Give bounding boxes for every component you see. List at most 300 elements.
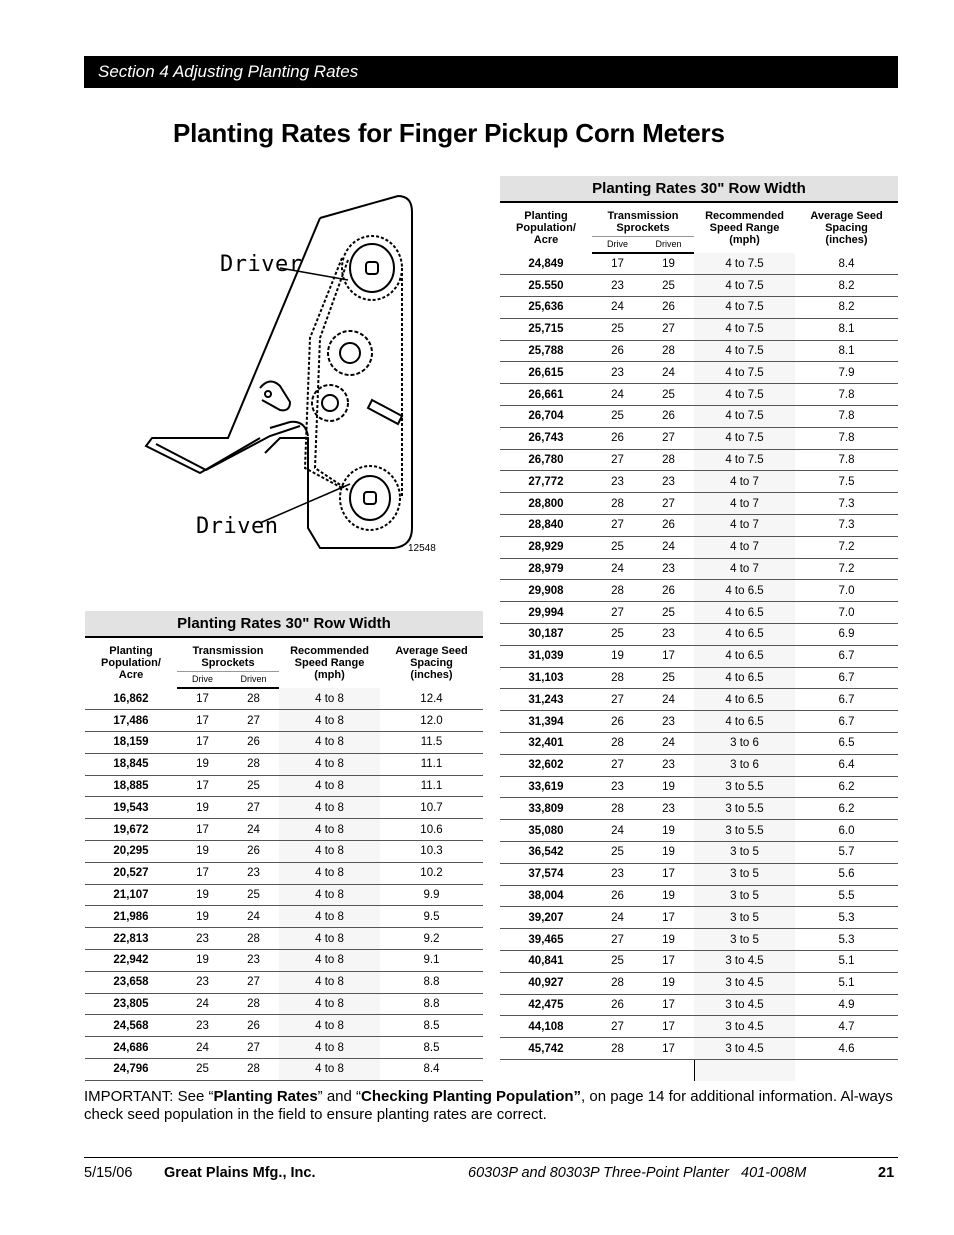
cell-population: 19,543 xyxy=(85,797,177,819)
cell-driven: 23 xyxy=(643,711,694,733)
cell-driven: 23 xyxy=(643,798,694,820)
cell-spacing: 8.2 xyxy=(795,275,898,297)
cell-drive: 23 xyxy=(177,971,228,993)
footer-document: 60303P and 80303P Three-Point Planter 401-008M xyxy=(468,1165,807,1181)
cell-spacing: 7.8 xyxy=(795,406,898,428)
planting-rates-table-left xyxy=(85,611,483,1081)
hdr-line: (inches) xyxy=(410,669,453,681)
cell-spacing: 8.5 xyxy=(380,1015,483,1037)
cell-drive: 24 xyxy=(592,558,643,580)
cell-spacing: 7.8 xyxy=(795,449,898,471)
cell-driven: 26 xyxy=(643,406,694,428)
cell-population: 38,004 xyxy=(500,885,592,907)
cell-drive: 27 xyxy=(592,689,643,711)
table-row xyxy=(85,1059,483,1081)
cell-speed: 4 to 8 xyxy=(279,906,380,928)
footer-page-number: 21 xyxy=(878,1165,895,1181)
cell-driven: 17 xyxy=(643,907,694,929)
cell-drive: 25 xyxy=(592,842,643,864)
table-row xyxy=(85,884,483,906)
planting-rates-table-right xyxy=(500,176,898,1081)
cell-driven: 23 xyxy=(228,862,279,884)
table-row xyxy=(500,776,898,798)
cell-population: 20,527 xyxy=(85,862,177,884)
hdr-line: Sprockets xyxy=(616,222,670,234)
table-row xyxy=(500,536,898,558)
hdr-line: (mph) xyxy=(314,669,345,681)
col-header-drive: Drive xyxy=(177,671,228,688)
cell-population: 33,809 xyxy=(500,798,592,820)
hdr-line: Sprockets xyxy=(201,657,255,669)
cell-drive: 26 xyxy=(592,885,643,907)
cell-driven: 17 xyxy=(643,951,694,973)
cell-speed: 4 to 8 xyxy=(279,993,380,1015)
hdr-line: Acre xyxy=(118,669,144,681)
cell-population: 22,942 xyxy=(85,950,177,972)
cell-drive: 24 xyxy=(177,1037,228,1059)
table-row xyxy=(85,950,483,972)
page-title: Planting Rates for Finger Pickup Corn Meters xyxy=(173,118,725,148)
cell-population: 39,207 xyxy=(500,907,592,929)
cell-spacing: 10.3 xyxy=(380,841,483,863)
cell-driven: 24 xyxy=(643,536,694,558)
cell-drive: 25 xyxy=(592,624,643,646)
cell-speed: 4 to 8 xyxy=(279,862,380,884)
cell-population: 18,845 xyxy=(85,753,177,775)
table-row xyxy=(500,820,898,842)
cell-speed: 4 to 6.5 xyxy=(694,624,795,646)
cell-population: 45,742 xyxy=(500,1038,592,1060)
cell-spacing: 5.5 xyxy=(795,885,898,907)
cell-spacing: 5.1 xyxy=(795,951,898,973)
cell-spacing: 8.2 xyxy=(795,297,898,319)
cell-spacing: 10.2 xyxy=(380,862,483,884)
cell-speed: 4 to 7 xyxy=(694,493,795,515)
cell-population: 35,080 xyxy=(500,820,592,842)
table-row xyxy=(500,907,898,929)
driver-label: Driver xyxy=(220,252,303,277)
cell-spacing: 7.8 xyxy=(795,384,898,406)
cell-drive: 23 xyxy=(177,928,228,950)
col-header-transmission xyxy=(592,202,694,236)
cell-driven: 28 xyxy=(228,753,279,775)
table-body xyxy=(85,688,483,1080)
cell-driven: 25 xyxy=(643,384,694,406)
hdr-line: Spacing xyxy=(410,657,453,669)
cell-speed: 4 to 8 xyxy=(279,732,380,754)
hdr-line: Recommended xyxy=(705,210,784,222)
cell-spacing: 7.3 xyxy=(795,493,898,515)
cell-speed: 4 to 6.5 xyxy=(694,645,795,667)
cell-spacing: 7.9 xyxy=(795,362,898,384)
cell-driven: 28 xyxy=(228,928,279,950)
cell-population: 36,542 xyxy=(500,842,592,864)
cell-speed: 3 to 5 xyxy=(694,907,795,929)
cell-driven: 19 xyxy=(643,820,694,842)
table-row xyxy=(85,971,483,993)
cell-speed: 3 to 4.5 xyxy=(694,972,795,994)
cell-speed: 3 to 4.5 xyxy=(694,951,795,973)
cell-spacing: 12.0 xyxy=(380,710,483,732)
cell-speed: 3 to 6 xyxy=(694,754,795,776)
cell-speed: 4 to 8 xyxy=(279,928,380,950)
table-row xyxy=(85,928,483,950)
table-row xyxy=(500,972,898,994)
hdr-line: Planting xyxy=(109,645,153,657)
cell-driven: 19 xyxy=(643,842,694,864)
cell-drive: 17 xyxy=(177,775,228,797)
cell-spacing: 8.5 xyxy=(380,1037,483,1059)
cell-population: 23,658 xyxy=(85,971,177,993)
table-row xyxy=(500,580,898,602)
cell-driven: 26 xyxy=(228,732,279,754)
table-row xyxy=(500,645,898,667)
cell-speed: 4 to 6.5 xyxy=(694,689,795,711)
cell-population: 44,108 xyxy=(500,1016,592,1038)
cell-population: 30,187 xyxy=(500,624,592,646)
table-row xyxy=(85,1037,483,1059)
note-text: IMPORTANT: See “ xyxy=(84,1088,214,1105)
table-row xyxy=(500,340,898,362)
cell-driven: 27 xyxy=(228,971,279,993)
note-ref-planting-rates: Planting Rates xyxy=(213,1088,318,1105)
table-row xyxy=(85,710,483,732)
cell-population: 29,994 xyxy=(500,602,592,624)
cell-driven: 23 xyxy=(643,471,694,493)
cell-drive: 25 xyxy=(592,406,643,428)
blank-cell xyxy=(592,1059,643,1081)
cell-spacing: 6.7 xyxy=(795,645,898,667)
hdr-line: Average Seed xyxy=(810,210,883,222)
cell-spacing: 7.3 xyxy=(795,515,898,537)
table-row xyxy=(500,297,898,319)
cell-driven: 24 xyxy=(643,689,694,711)
cell-speed: 3 to 6 xyxy=(694,733,795,755)
cell-driven: 25 xyxy=(228,884,279,906)
cell-speed: 3 to 4.5 xyxy=(694,994,795,1016)
cell-drive: 23 xyxy=(592,863,643,885)
cell-drive: 17 xyxy=(177,819,228,841)
cell-spacing: 11.5 xyxy=(380,732,483,754)
cell-speed: 4 to 7.5 xyxy=(694,253,795,275)
cell-population: 26,743 xyxy=(500,427,592,449)
table-row xyxy=(500,667,898,689)
table-row xyxy=(500,362,898,384)
cell-population: 18,885 xyxy=(85,775,177,797)
cell-drive: 25 xyxy=(592,536,643,558)
col-header-driven: Driven xyxy=(228,671,279,688)
cell-population: 31,394 xyxy=(500,711,592,733)
cell-drive: 28 xyxy=(592,580,643,602)
cell-driven: 23 xyxy=(643,624,694,646)
cell-speed: 4 to 7.5 xyxy=(694,406,795,428)
hdr-line: Transmission xyxy=(192,645,264,657)
section-header xyxy=(84,56,898,88)
cell-driven: 28 xyxy=(228,1059,279,1081)
cell-spacing: 4.6 xyxy=(795,1038,898,1060)
hdr-line: (mph) xyxy=(729,234,760,246)
cell-spacing: 8.8 xyxy=(380,993,483,1015)
table-row xyxy=(500,711,898,733)
cell-driven: 26 xyxy=(643,515,694,537)
cell-spacing: 6.9 xyxy=(795,624,898,646)
cell-spacing: 7.0 xyxy=(795,602,898,624)
cell-drive: 19 xyxy=(177,753,228,775)
col-header-spacing xyxy=(380,637,483,688)
cell-population: 26,615 xyxy=(500,362,592,384)
cell-driven: 23 xyxy=(643,558,694,580)
cell-spacing: 11.1 xyxy=(380,753,483,775)
cell-drive: 19 xyxy=(177,797,228,819)
cell-population: 29,908 xyxy=(500,580,592,602)
cell-driven: 25 xyxy=(228,775,279,797)
table-caption: Planting Rates 30" Row Width xyxy=(500,176,898,202)
cell-population: 40,927 xyxy=(500,972,592,994)
cell-driven: 27 xyxy=(228,710,279,732)
cell-spacing: 8.4 xyxy=(380,1059,483,1081)
cell-drive: 19 xyxy=(592,645,643,667)
cell-spacing: 8.1 xyxy=(795,340,898,362)
cell-driven: 19 xyxy=(643,885,694,907)
cell-population: 24,849 xyxy=(500,253,592,275)
table-row xyxy=(500,406,898,428)
cell-speed: 4 to 6.5 xyxy=(694,602,795,624)
cell-drive: 28 xyxy=(592,798,643,820)
cell-drive: 19 xyxy=(177,841,228,863)
cell-speed: 4 to 8 xyxy=(279,753,380,775)
cell-drive: 24 xyxy=(592,907,643,929)
table-row-blank xyxy=(500,1059,898,1081)
cell-drive: 25 xyxy=(592,318,643,340)
table-row xyxy=(85,797,483,819)
table-row xyxy=(500,449,898,471)
cell-population: 26,661 xyxy=(500,384,592,406)
cell-driven: 27 xyxy=(228,797,279,819)
hdr-line: Spacing xyxy=(825,222,868,234)
blank-cell xyxy=(500,1059,592,1081)
table-row xyxy=(500,318,898,340)
cell-spacing: 9.9 xyxy=(380,884,483,906)
table-row xyxy=(85,688,483,710)
cell-driven: 28 xyxy=(228,688,279,710)
cell-speed: 4 to 7.5 xyxy=(694,340,795,362)
cell-population: 25.550 xyxy=(500,275,592,297)
cell-spacing: 7.5 xyxy=(795,471,898,493)
important-note xyxy=(84,1088,899,1124)
col-header-speed xyxy=(694,202,795,253)
blank-cell xyxy=(694,1059,795,1081)
table-row xyxy=(500,754,898,776)
cell-population: 32,602 xyxy=(500,754,592,776)
cell-speed: 4 to 8 xyxy=(279,819,380,841)
cell-drive: 26 xyxy=(592,340,643,362)
table-row xyxy=(500,842,898,864)
cell-drive: 17 xyxy=(177,862,228,884)
cell-drive: 23 xyxy=(177,1015,228,1037)
cell-population: 26,780 xyxy=(500,449,592,471)
cell-driven: 27 xyxy=(228,1037,279,1059)
cell-spacing: 4.7 xyxy=(795,1016,898,1038)
cell-speed: 4 to 8 xyxy=(279,775,380,797)
cell-driven: 24 xyxy=(228,906,279,928)
driven-label: Driven xyxy=(196,514,279,539)
cell-drive: 27 xyxy=(592,449,643,471)
cell-driven: 23 xyxy=(228,950,279,972)
cell-population: 22,813 xyxy=(85,928,177,950)
cell-driven: 17 xyxy=(643,994,694,1016)
cell-driven: 25 xyxy=(643,602,694,624)
cell-speed: 4 to 7.5 xyxy=(694,449,795,471)
cell-driven: 26 xyxy=(228,1015,279,1037)
cell-drive: 23 xyxy=(592,471,643,493)
cell-drive: 28 xyxy=(592,1038,643,1060)
cell-drive: 28 xyxy=(592,733,643,755)
cell-speed: 4 to 7.5 xyxy=(694,297,795,319)
table-row xyxy=(500,624,898,646)
cell-drive: 17 xyxy=(177,688,228,710)
col-header-population xyxy=(85,637,177,688)
cell-speed: 3 to 5.5 xyxy=(694,820,795,842)
cell-spacing: 7.2 xyxy=(795,536,898,558)
table-row xyxy=(500,994,898,1016)
cell-population: 17,486 xyxy=(85,710,177,732)
table-row xyxy=(500,689,898,711)
col-header-transmission xyxy=(177,637,279,671)
cell-spacing: 10.6 xyxy=(380,819,483,841)
cell-population: 33,619 xyxy=(500,776,592,798)
cell-speed: 4 to 7.5 xyxy=(694,275,795,297)
cell-drive: 19 xyxy=(177,884,228,906)
cell-drive: 25 xyxy=(177,1059,228,1081)
cell-spacing: 6.2 xyxy=(795,798,898,820)
table-row xyxy=(500,1016,898,1038)
cell-drive: 24 xyxy=(177,993,228,1015)
cell-spacing: 6.5 xyxy=(795,733,898,755)
cell-spacing: 6.2 xyxy=(795,776,898,798)
cell-speed: 4 to 7 xyxy=(694,558,795,580)
cell-drive: 28 xyxy=(592,493,643,515)
drive-illustration xyxy=(140,188,470,558)
table-row xyxy=(500,427,898,449)
cell-drive: 23 xyxy=(592,362,643,384)
table-row xyxy=(500,733,898,755)
table-row xyxy=(500,951,898,973)
cell-population: 19,672 xyxy=(85,819,177,841)
cell-population: 28,800 xyxy=(500,493,592,515)
cell-speed: 4 to 7.5 xyxy=(694,384,795,406)
table-row xyxy=(85,993,483,1015)
cell-spacing: 6.7 xyxy=(795,711,898,733)
cell-population: 40,841 xyxy=(500,951,592,973)
cell-drive: 24 xyxy=(592,384,643,406)
cell-speed: 4 to 8 xyxy=(279,797,380,819)
cell-speed: 4 to 7.5 xyxy=(694,362,795,384)
cell-population: 25,636 xyxy=(500,297,592,319)
hdr-line: Recommended xyxy=(290,645,369,657)
note-text: , on page 14 for additional information. Al-ways check seed population in the field to ensure planting rates are correct. xyxy=(84,1088,893,1123)
cell-population: 18,159 xyxy=(85,732,177,754)
cell-speed: 4 to 8 xyxy=(279,1059,380,1081)
col-header-spacing xyxy=(795,202,898,253)
table-row xyxy=(85,753,483,775)
cell-driven: 28 xyxy=(228,993,279,1015)
table-row xyxy=(500,493,898,515)
cell-driven: 17 xyxy=(643,645,694,667)
cell-speed: 4 to 7 xyxy=(694,536,795,558)
cell-drive: 26 xyxy=(592,994,643,1016)
cell-drive: 28 xyxy=(592,972,643,994)
cell-population: 37,574 xyxy=(500,863,592,885)
cell-population: 31,103 xyxy=(500,667,592,689)
footer-date: 5/15/06 xyxy=(84,1165,133,1181)
cell-drive: 27 xyxy=(592,1016,643,1038)
cell-spacing: 7.0 xyxy=(795,580,898,602)
cell-speed: 3 to 5 xyxy=(694,863,795,885)
table-row xyxy=(85,906,483,928)
cell-spacing: 6.7 xyxy=(795,689,898,711)
cell-spacing: 12.4 xyxy=(380,688,483,710)
cell-drive: 27 xyxy=(592,754,643,776)
cell-driven: 26 xyxy=(643,297,694,319)
table-row xyxy=(85,862,483,884)
cell-population: 42,475 xyxy=(500,994,592,1016)
cell-drive: 23 xyxy=(592,776,643,798)
cell-drive: 19 xyxy=(177,950,228,972)
cell-speed: 4 to 7 xyxy=(694,471,795,493)
cell-drive: 24 xyxy=(592,820,643,842)
cell-drive: 24 xyxy=(592,297,643,319)
cell-driven: 17 xyxy=(643,863,694,885)
cell-population: 39,465 xyxy=(500,929,592,951)
cell-spacing: 5.3 xyxy=(795,907,898,929)
cell-driven: 19 xyxy=(643,972,694,994)
cell-speed: 4 to 6.5 xyxy=(694,667,795,689)
cell-speed: 4 to 8 xyxy=(279,1037,380,1059)
note-ref-checking-population: Checking Planting Population” xyxy=(361,1088,582,1105)
cell-population: 31,039 xyxy=(500,645,592,667)
table-row xyxy=(85,1015,483,1037)
cell-drive: 27 xyxy=(592,929,643,951)
cell-speed: 3 to 5 xyxy=(694,929,795,951)
cell-spacing: 5.1 xyxy=(795,972,898,994)
cell-population: 28,929 xyxy=(500,536,592,558)
cell-drive: 25 xyxy=(592,951,643,973)
cell-driven: 27 xyxy=(643,493,694,515)
cell-speed: 4 to 8 xyxy=(279,971,380,993)
cell-spacing: 6.0 xyxy=(795,820,898,842)
cell-speed: 4 to 7.5 xyxy=(694,427,795,449)
cell-driven: 23 xyxy=(643,754,694,776)
table-row xyxy=(500,798,898,820)
cell-spacing: 4.9 xyxy=(795,994,898,1016)
cell-speed: 3 to 5 xyxy=(694,885,795,907)
col-header-driven: Driven xyxy=(643,236,694,253)
cell-driven: 17 xyxy=(643,1016,694,1038)
cell-drive: 28 xyxy=(592,667,643,689)
cell-drive: 27 xyxy=(592,602,643,624)
cell-spacing: 6.4 xyxy=(795,754,898,776)
cell-driven: 27 xyxy=(643,318,694,340)
cell-spacing: 9.1 xyxy=(380,950,483,972)
cell-spacing: 9.5 xyxy=(380,906,483,928)
cell-driven: 27 xyxy=(643,427,694,449)
footer-rule xyxy=(84,1157,898,1158)
cell-speed: 4 to 8 xyxy=(279,841,380,863)
cell-driven: 19 xyxy=(643,776,694,798)
cell-speed: 4 to 8 xyxy=(279,688,380,710)
cell-spacing: 8.1 xyxy=(795,318,898,340)
cell-spacing: 9.2 xyxy=(380,928,483,950)
